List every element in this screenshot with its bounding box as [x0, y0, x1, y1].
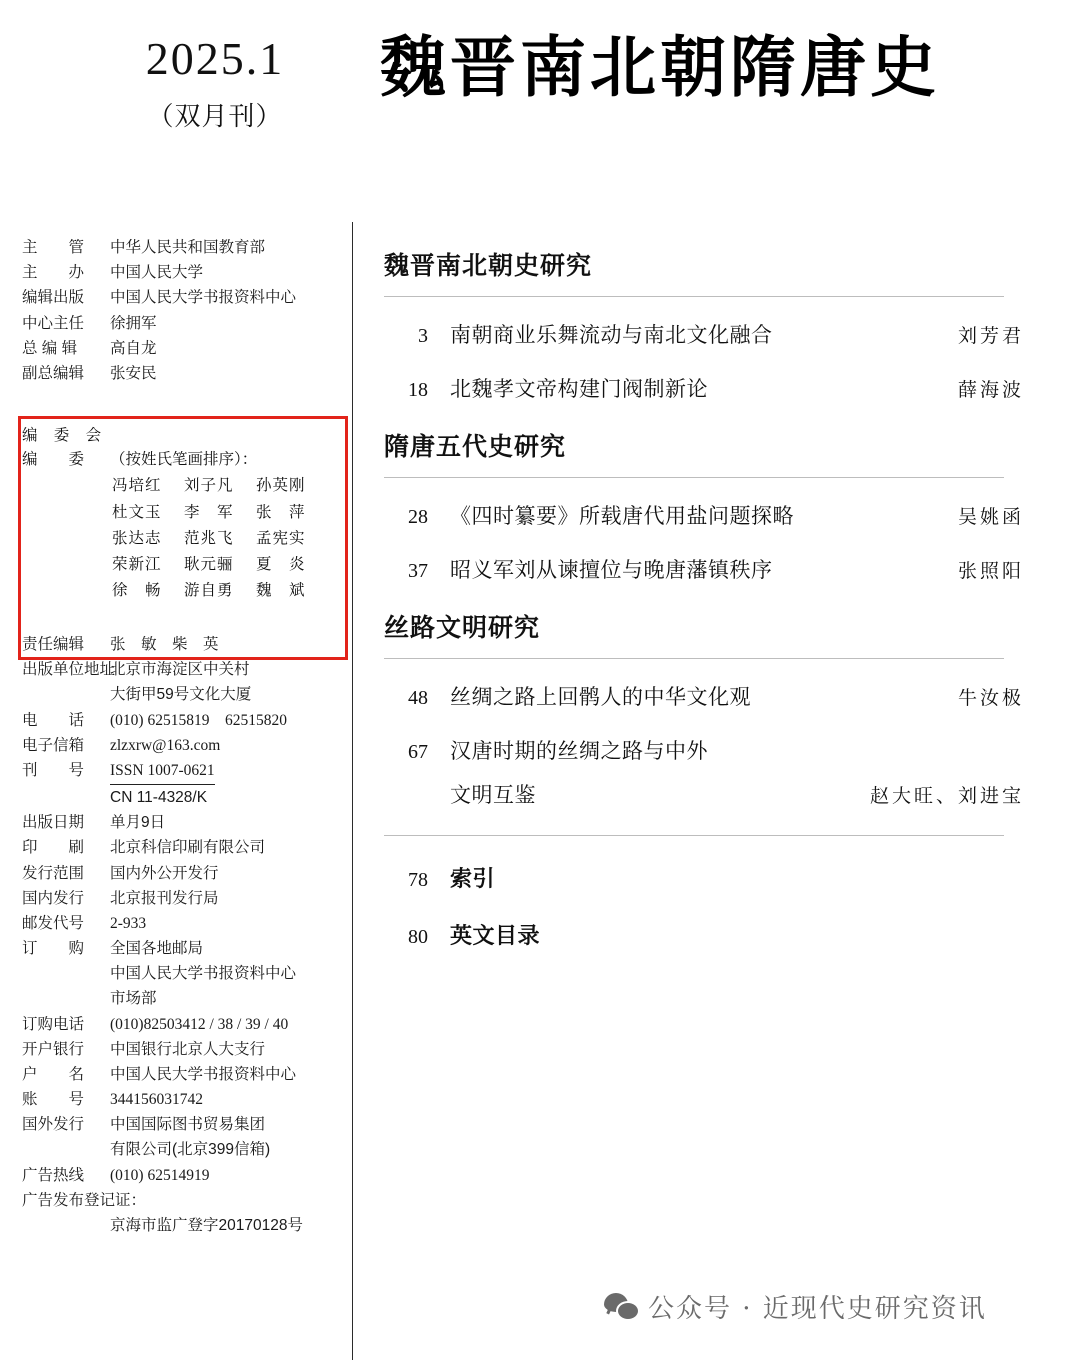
editorial-board-member: 游自勇: [184, 582, 234, 600]
section-divider: [384, 477, 1004, 478]
table-of-contents: [384, 236, 1024, 976]
colophon-value: 张安民: [110, 364, 157, 382]
colophon-value: 高自龙: [110, 339, 157, 357]
issue-block: [95, 33, 335, 133]
editorial-board-name-row: [22, 579, 344, 603]
toc-section-heading: 魏晋南北朝史研究: [384, 251, 593, 280]
toc-section-heading: 丝路文明研究: [384, 613, 541, 642]
imprint-row: [22, 912, 344, 936]
toc-entry[interactable]: [384, 500, 1024, 530]
imprint-value: 中国国际图书贸易集团: [110, 1116, 266, 1134]
editorial-board-member: 耿元骊: [184, 555, 234, 573]
toc-entry-author: 薛海波: [957, 379, 1024, 401]
editorial-board-member: 徐 畅: [112, 582, 162, 600]
imprint-row: [22, 734, 344, 758]
editorial-board-title: 编 委 会: [22, 427, 108, 444]
imprint-label: 邮发代号: [22, 914, 85, 932]
editorial-board-member: 李 军: [184, 503, 234, 521]
toc-back-matter-title: 索引: [450, 866, 496, 892]
toc-back-matter-entry[interactable]: [384, 919, 1024, 950]
toc-entry-author: 吴姚函: [957, 506, 1024, 528]
toc-entry-title: 昭义军刘从谏擅位与晚唐藩镇秩序: [450, 558, 773, 582]
editorial-board-label-row: [22, 448, 344, 472]
imprint-value: 北京科信印刷有限公司: [110, 839, 266, 857]
watermark: [604, 1288, 987, 1325]
imprint-continuation: 大街甲59号文化大厦: [110, 686, 252, 704]
toc-entry-title-continuation: 文明互鉴: [450, 783, 536, 807]
toc-entry-title: 丝绸之路上回鹘人的中华文化观: [450, 685, 751, 709]
imprint-label: 电子信箱: [22, 736, 85, 754]
imprint-row: [22, 1189, 344, 1213]
imprint-continuation: 京海市监广登字20170128号: [110, 1216, 303, 1234]
toc-entry-author: 赵大旺、刘进宝: [869, 785, 1024, 807]
imprint-row: [22, 987, 344, 1011]
imprint-value: zlzxrw@163.com: [110, 736, 221, 754]
issue-frequency: （双月刊）: [147, 102, 283, 131]
imprint-label: 订 购: [22, 940, 85, 958]
toc-entry-title: 北魏孝文帝构建门阀制新论: [450, 377, 708, 401]
toc-page-number: 28: [408, 506, 428, 528]
imprint-value: 单月9日: [110, 814, 166, 832]
editorial-board-member: 孟宪实: [256, 529, 306, 547]
colophon-imprint-rows: [22, 633, 344, 1238]
colophon-value: 中国人民大学书报资料中心: [110, 289, 297, 307]
colophon-row: [22, 261, 344, 285]
imprint-row: [22, 1113, 344, 1137]
imprint-value: 北京市海淀区中关村: [110, 661, 250, 679]
imprint-label: 开户银行: [22, 1040, 85, 1058]
imprint-row: [22, 786, 344, 810]
colophon-value: 中华人民共和国教育部: [110, 239, 266, 256]
imprint-value: 2-933: [110, 914, 147, 932]
imprint-label: 电 话: [22, 711, 85, 729]
watermark-text: 公众号 · 近现代史研究资讯: [648, 1294, 987, 1324]
toc-page-number: 78: [408, 869, 428, 891]
journal-title: 魏晋南北朝隋唐史: [380, 28, 940, 106]
toc-page-number: 67: [408, 741, 428, 763]
imprint-row: [22, 836, 344, 860]
toc-entry-title: 《四时纂要》所载唐代用盐问题探略: [450, 504, 794, 528]
toc-entry[interactable]: [384, 681, 1024, 711]
editorial-board-member: 张 萍: [256, 503, 306, 521]
imprint-label: 国内发行: [22, 889, 85, 907]
editorial-board-member: 杜文玉: [112, 503, 162, 521]
toc-entry[interactable]: [384, 319, 1024, 349]
imprint-label: 订购电话: [22, 1015, 85, 1033]
toc-section-heading: 隋唐五代史研究: [384, 432, 567, 461]
imprint-row: [22, 962, 344, 986]
editorial-board-member: 张达志: [112, 529, 162, 547]
imprint-value: 中国人民大学书报资料中心: [110, 1065, 297, 1083]
toc-entry[interactable]: [384, 373, 1024, 403]
column-divider: [352, 222, 353, 1360]
issue-number: 2025.1: [145, 33, 285, 84]
colophon-row: [22, 362, 344, 386]
imprint-row: [22, 887, 344, 911]
imprint-value: (010)82503412 / 38 / 39 / 40: [110, 1015, 289, 1033]
imprint-label: 发行范围: [22, 864, 85, 882]
toc-entry-title: 南朝商业乐舞流动与南北文化融合: [450, 323, 773, 347]
toc-page-number: 18: [408, 379, 428, 401]
toc-page-number: 3: [418, 325, 428, 347]
editorial-board-member: 冯培红: [112, 477, 162, 495]
imprint-label: 广告发布登记证：: [22, 1191, 147, 1209]
editorial-board: [22, 424, 344, 603]
imprint-row: [22, 683, 344, 707]
imprint-row: [22, 759, 344, 785]
imprint-row: [22, 1013, 344, 1037]
editorial-board-note: （按姓氏笔画排序）：: [110, 451, 258, 469]
colophon-label: 主 管: [22, 239, 85, 256]
toc-page-number: 80: [408, 926, 428, 948]
editorial-board-member: 荣新江: [112, 555, 162, 573]
colophon-row: [22, 236, 344, 260]
editorial-board-member: 范兆飞: [184, 529, 234, 547]
imprint-value: 张 敏 柴 英: [110, 636, 219, 654]
imprint-row: [22, 862, 344, 886]
colophon-row: [22, 337, 344, 361]
imprint-label: 刊 号: [22, 761, 85, 779]
colophon-label: 主 办: [22, 264, 85, 282]
imprint-label: 出版日期: [22, 814, 85, 832]
imprint-value: (010) 62514919: [110, 1166, 210, 1184]
imprint-label: 户 名: [22, 1065, 85, 1083]
imprint-label: 广告热线: [22, 1166, 85, 1184]
toc-entry[interactable]: [384, 554, 1024, 584]
imprint-value: ISSN 1007-0621: [110, 759, 344, 785]
colophon: [22, 236, 344, 1239]
colophon-label: 总 编 辑: [22, 339, 78, 357]
toc-page-number: 48: [408, 687, 428, 709]
imprint-value: 344156031742: [110, 1091, 203, 1109]
imprint-label: 出版单位地址: [22, 661, 116, 679]
imprint-row: [22, 1164, 344, 1188]
editorial-board-names: [22, 474, 344, 603]
colophon-label: 编辑出版: [22, 289, 85, 307]
imprint-label: 账 号: [22, 1091, 85, 1109]
imprint-row: [22, 1138, 344, 1162]
editorial-board-member: 孙英刚: [256, 477, 306, 495]
imprint-label: 国外发行: [22, 1116, 85, 1134]
imprint-row: [22, 937, 344, 961]
editorial-board-name-row: [22, 474, 344, 498]
toc-entry-author: 刘芳君: [957, 325, 1024, 347]
colophon-label: 副总编辑: [22, 364, 85, 382]
imprint-row: [22, 633, 344, 657]
toc-entry[interactable]: [384, 735, 1024, 809]
wechat-icon: [604, 1293, 638, 1321]
editorial-board-name-row: [22, 553, 344, 577]
colophon-value: 中国人民大学: [110, 264, 204, 282]
section-divider: [384, 835, 1004, 836]
imprint-value: 北京报刊发行局: [110, 889, 219, 907]
editorial-board-member: 刘子凡: [184, 477, 234, 495]
editorial-board-member: 魏 斌: [256, 582, 306, 600]
imprint-row: [22, 811, 344, 835]
toc-page-number: 37: [408, 560, 428, 582]
section-divider: [384, 658, 1004, 659]
toc-entry-author: 张照阳: [957, 560, 1024, 582]
editorial-board-member: 夏 炎: [256, 555, 306, 573]
colophon-value: 徐拥军: [110, 314, 157, 332]
colophon-row: [22, 286, 344, 310]
imprint-row: [22, 1038, 344, 1062]
colophon-label: 中心主任: [22, 314, 85, 332]
section-divider: [384, 296, 1004, 297]
imprint-value: 中国银行北京人大支行: [110, 1040, 266, 1058]
imprint-row: [22, 1088, 344, 1112]
imprint-continuation: 中国人民大学书报资料中心: [110, 965, 297, 983]
imprint-row: [22, 709, 344, 733]
toc-entry-author: 牛汝极: [957, 687, 1024, 709]
toc-entry-title: 汉唐时期的丝绸之路与中外: [450, 739, 708, 763]
imprint-value: (010) 62515819 62515820: [110, 711, 287, 729]
imprint-continuation: CN 11-4328/K: [110, 789, 208, 807]
imprint-continuation: 有限公司(北京399信箱): [110, 1141, 271, 1159]
imprint-row: [22, 658, 344, 682]
imprint-continuation: 市场部: [110, 990, 157, 1008]
colophon-masthead-rows: [22, 236, 344, 386]
toc-back-matter-title: 英文目录: [450, 923, 541, 949]
imprint-row: [22, 1063, 344, 1087]
imprint-label: 责任编辑: [22, 636, 85, 654]
toc-back-matter-entry[interactable]: [384, 862, 1024, 893]
masthead: [0, 0, 1069, 200]
editorial-board-name-row: [22, 527, 344, 551]
editorial-board-name-row: [22, 501, 344, 525]
imprint-label: 印 刷: [22, 839, 85, 857]
imprint-value: 全国各地邮局: [110, 940, 204, 958]
colophon-row: [22, 312, 344, 336]
imprint-row: [22, 1214, 344, 1238]
imprint-value: 国内外公开发行: [110, 864, 219, 882]
editorial-board-label: 编 委: [22, 451, 85, 469]
